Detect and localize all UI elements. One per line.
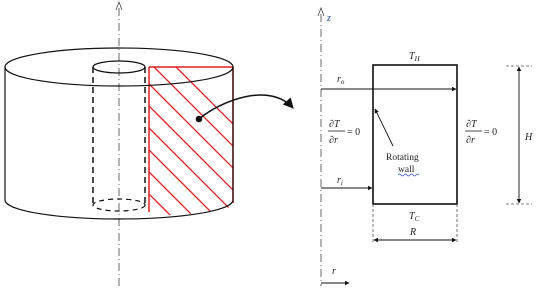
- section-pointer-arrow: [199, 95, 293, 119]
- rotating-wall-line2: wall: [398, 165, 415, 175]
- bc-right-denominator: ∂r: [466, 135, 475, 146]
- bc-right: [465, 119, 497, 146]
- hatched-cross-section: [149, 40, 290, 288]
- bc-right-equals: = 0: [484, 127, 498, 138]
- t-hot-label: $T_H$: [409, 51, 420, 63]
- width-label: R: [410, 227, 417, 238]
- r-outer-label: $r_o$: [337, 74, 345, 86]
- rotating-wall-line1: Rotating: [386, 153, 419, 163]
- schematic-2d: [318, 8, 533, 286]
- r-axis-label: r: [332, 266, 336, 277]
- t-cold-label: $T_C$: [409, 211, 420, 223]
- bc-left: [328, 119, 360, 146]
- height-label: H: [525, 132, 533, 143]
- bc-left-numerator: ∂T: [329, 119, 340, 130]
- r-inner-label: $r_i$: [337, 175, 343, 187]
- bc-left-denominator: ∂r: [329, 135, 338, 146]
- cylinder-3d: [5, 2, 293, 288]
- bc-right-numerator: ∂T: [466, 119, 477, 130]
- domain-rectangle: [373, 65, 457, 204]
- bc-left-equals: = 0: [347, 127, 361, 138]
- z-axis-label: z: [327, 13, 331, 24]
- rotating-wall-pointer: [375, 109, 393, 146]
